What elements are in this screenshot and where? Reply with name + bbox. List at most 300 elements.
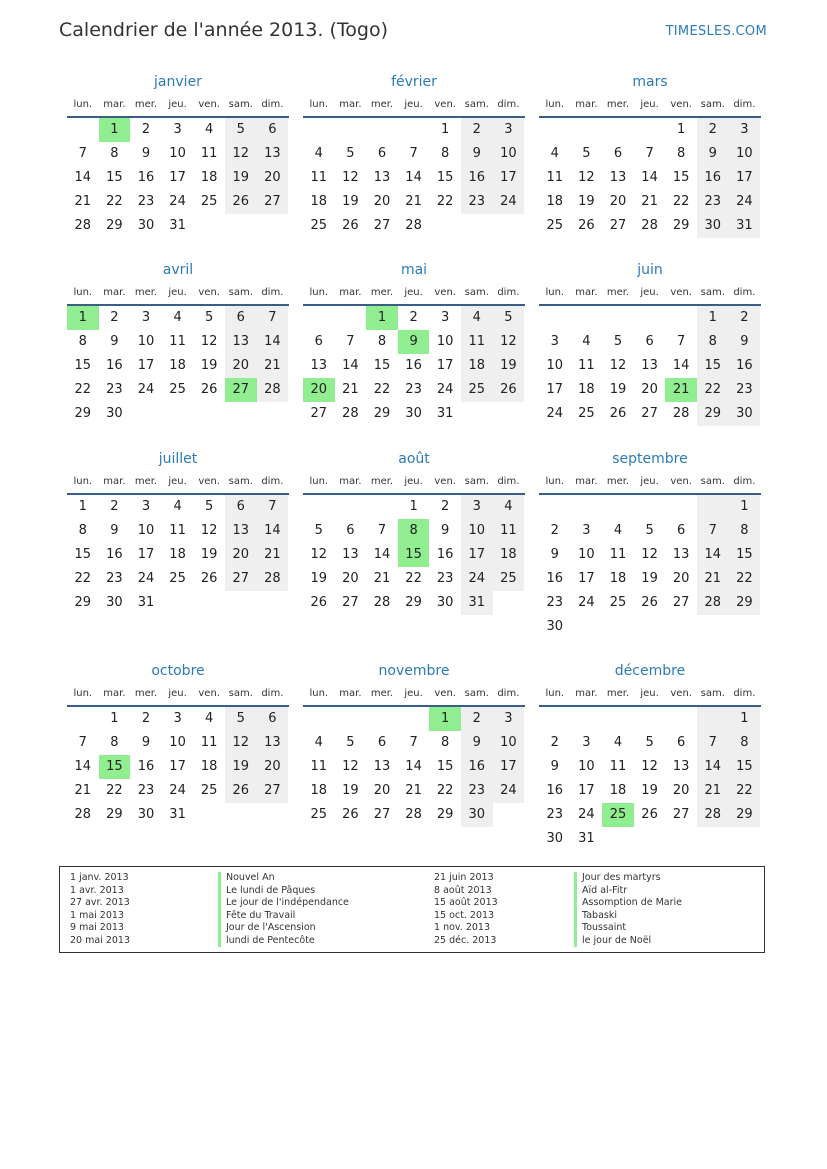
day-cell: 25 xyxy=(461,378,493,402)
day-cell: 29 xyxy=(405,595,422,610)
weekday-label: mar. xyxy=(575,99,598,110)
week-row xyxy=(303,378,525,402)
day-cell: 4 xyxy=(550,146,559,161)
day-cell: 17 xyxy=(436,358,454,373)
empty-cell xyxy=(697,615,729,639)
week-row xyxy=(539,402,761,426)
empty-cell xyxy=(225,214,257,238)
weekday-header xyxy=(67,471,289,493)
week-row xyxy=(303,306,525,330)
day-cell: 12 xyxy=(342,759,359,774)
day-cell: 13 xyxy=(609,170,627,185)
empty-cell xyxy=(257,402,289,426)
day-cell: 24 xyxy=(493,190,525,214)
day-cell: 11 xyxy=(609,759,627,774)
weekday-label: lun. xyxy=(73,476,93,487)
day-cell: 10 xyxy=(729,142,761,166)
day-cell: 2 xyxy=(550,523,559,538)
day-cell: 11 xyxy=(200,146,218,161)
day-cell: 13 xyxy=(373,170,391,185)
empty-cell xyxy=(602,306,634,330)
holiday-date: 15 août 2013 xyxy=(434,897,498,908)
day-cell: 24 xyxy=(546,406,564,421)
day-cell: 8 xyxy=(729,519,761,543)
empty-cell xyxy=(602,495,634,519)
weekday-label: jeu. xyxy=(640,99,659,110)
empty-cell xyxy=(665,827,697,851)
day-cell: 13 xyxy=(641,358,658,373)
day-cell: 9 xyxy=(461,142,493,166)
day-cell: 22 xyxy=(436,194,454,209)
week-row xyxy=(67,402,289,426)
week-row xyxy=(67,166,289,190)
week-row xyxy=(539,166,761,190)
day-cell: 7 xyxy=(257,495,289,519)
day-cell: 6 xyxy=(257,118,289,142)
week-row xyxy=(539,519,761,543)
holiday-name: Nouvel An xyxy=(218,872,349,885)
weekday-label: mar. xyxy=(103,476,126,487)
day-cell: 19 xyxy=(493,354,525,378)
weekday-label: lun. xyxy=(309,287,329,298)
day-cell: 13 xyxy=(225,519,257,543)
empty-cell xyxy=(225,402,257,426)
day-cell: 29 xyxy=(729,591,761,615)
weekday-label: sam. xyxy=(228,287,253,298)
day-cell: 21 xyxy=(74,783,92,798)
day-cell: 8 xyxy=(78,334,87,349)
month-name: janvier xyxy=(154,74,202,90)
day-cell: 2 xyxy=(729,306,761,330)
month-name: août xyxy=(398,451,430,467)
day-cell: 21 xyxy=(665,378,697,402)
empty-cell xyxy=(225,803,257,827)
day-cell: 25 xyxy=(546,218,564,233)
day-cell: 30 xyxy=(106,406,123,421)
day-cell: 22 xyxy=(436,783,454,798)
day-cell: 1 xyxy=(78,499,87,514)
day-cell: 15 xyxy=(729,543,761,567)
day-cell: 21 xyxy=(342,382,359,397)
day-cell: 25 xyxy=(200,783,218,798)
holiday-name: lundi de Pentecôte xyxy=(218,935,349,948)
week-row xyxy=(303,330,525,354)
day-cell: 25 xyxy=(200,194,218,209)
day-cell: 14 xyxy=(697,543,729,567)
legend-dates-right xyxy=(434,872,498,947)
day-cell: 30 xyxy=(137,218,155,233)
weekday-label: dim. xyxy=(261,476,284,487)
day-cell: 12 xyxy=(200,334,218,349)
day-cell: 16 xyxy=(729,354,761,378)
empty-cell xyxy=(493,402,525,426)
day-cell: 2 xyxy=(461,707,493,731)
day-cell: 19 xyxy=(225,755,257,779)
day-cell: 24 xyxy=(169,194,186,209)
day-cell: 1 xyxy=(429,707,461,731)
weekday-label: sam. xyxy=(700,476,725,487)
week-row xyxy=(67,779,289,803)
day-cell: 12 xyxy=(200,523,218,538)
day-cell: 23 xyxy=(461,190,493,214)
week-row xyxy=(67,591,289,615)
week-row xyxy=(303,591,525,615)
day-cell: 27 xyxy=(672,595,690,610)
day-cell: 10 xyxy=(546,358,564,373)
holiday-date: 9 mai 2013 xyxy=(70,922,124,933)
day-cell: 23 xyxy=(546,807,564,822)
week-row xyxy=(303,779,525,803)
week-row xyxy=(67,190,289,214)
week-row xyxy=(303,190,525,214)
day-cell: 5 xyxy=(205,310,214,325)
day-cell: 20 xyxy=(225,354,257,378)
empty-cell xyxy=(193,402,225,426)
month-3 xyxy=(539,70,761,238)
day-cell: 3 xyxy=(729,118,761,142)
day-cell: 16 xyxy=(405,358,422,373)
empty-cell xyxy=(193,803,225,827)
week-row xyxy=(539,306,761,330)
weekday-header xyxy=(303,94,525,116)
day-cell: 28 xyxy=(74,807,92,822)
day-cell: 24 xyxy=(137,571,155,586)
day-cell: 15 xyxy=(697,354,729,378)
day-cell: 17 xyxy=(578,571,595,586)
day-cell: 4 xyxy=(613,523,623,538)
day-cell: 9 xyxy=(729,330,761,354)
week-row xyxy=(67,214,289,238)
weekday-label: jeu. xyxy=(168,476,187,487)
week-row xyxy=(539,142,761,166)
day-cell: 4 xyxy=(582,334,591,349)
day-cell: 18 xyxy=(200,170,218,185)
week-row xyxy=(303,731,525,755)
day-cell: 29 xyxy=(106,807,123,822)
day-cell: 30 xyxy=(137,807,155,822)
day-cell: 26 xyxy=(200,382,218,397)
day-cell: 11 xyxy=(609,547,627,562)
day-cell: 27 xyxy=(672,807,690,822)
weekday-label: lun. xyxy=(73,688,93,699)
week-row xyxy=(67,330,289,354)
week-row xyxy=(303,118,525,142)
day-cell: 5 xyxy=(613,334,623,349)
weekday-label: mer. xyxy=(134,476,158,487)
day-cell: 29 xyxy=(106,218,123,233)
weekday-label: mar. xyxy=(575,476,598,487)
day-cell: 7 xyxy=(346,334,355,349)
day-cell: 19 xyxy=(225,166,257,190)
day-cell: 15 xyxy=(74,358,92,373)
empty-cell xyxy=(634,827,666,851)
month-11 xyxy=(303,659,525,827)
weekday-label: sam. xyxy=(700,99,725,110)
empty-cell xyxy=(303,306,335,330)
day-cell: 22 xyxy=(672,194,690,209)
day-cell: 8 xyxy=(78,523,87,538)
day-cell: 5 xyxy=(314,523,323,538)
weekday-label: lun. xyxy=(309,688,329,699)
legend-dates-left xyxy=(70,872,130,947)
weekday-label: dim. xyxy=(733,688,756,699)
day-cell: 11 xyxy=(310,170,328,185)
day-cell: 24 xyxy=(461,567,493,591)
day-cell: 28 xyxy=(74,218,92,233)
weekday-label: dim. xyxy=(261,99,284,110)
empty-cell xyxy=(539,707,571,731)
day-cell: 15 xyxy=(436,170,454,185)
day-cell: 23 xyxy=(137,783,155,798)
day-cell: 6 xyxy=(377,146,387,161)
weekday-label: ven. xyxy=(198,476,220,487)
day-cell: 31 xyxy=(436,406,454,421)
weekday-label: dim. xyxy=(497,287,520,298)
day-cell: 26 xyxy=(493,378,525,402)
empty-cell xyxy=(398,118,430,142)
holiday-date: 15 oct. 2013 xyxy=(434,909,495,921)
day-cell: 30 xyxy=(729,402,761,426)
empty-cell xyxy=(602,118,634,142)
day-cell: 29 xyxy=(74,406,92,421)
weekday-header xyxy=(303,282,525,304)
empty-cell xyxy=(335,495,367,519)
day-cell: 11 xyxy=(493,519,525,543)
week-row xyxy=(539,827,761,851)
week-row xyxy=(303,402,525,426)
day-cell: 8 xyxy=(441,735,450,750)
weekday-label: mar. xyxy=(575,688,598,699)
day-cell: 4 xyxy=(205,122,214,137)
day-cell: 2 xyxy=(110,499,119,514)
day-cell: 19 xyxy=(342,194,359,209)
day-cell: 23 xyxy=(546,595,564,610)
legend-names-right xyxy=(574,872,682,947)
day-cell: 15 xyxy=(99,755,131,779)
week-row xyxy=(539,803,761,827)
day-cell: 27 xyxy=(641,406,658,421)
day-cell: 30 xyxy=(461,803,493,827)
day-cell: 10 xyxy=(578,759,595,774)
day-cell: 17 xyxy=(461,543,493,567)
week-row xyxy=(539,214,761,238)
day-cell: 30 xyxy=(546,619,564,634)
day-cell: 31 xyxy=(137,595,155,610)
empty-cell xyxy=(429,214,461,238)
week-row xyxy=(67,495,289,519)
empty-cell xyxy=(634,306,666,330)
weekday-label: ven. xyxy=(198,287,220,298)
day-cell: 28 xyxy=(257,567,289,591)
day-cell: 3 xyxy=(550,334,559,349)
weekday-label: mer. xyxy=(606,476,630,487)
weekday-label: lun. xyxy=(73,99,93,110)
empty-cell xyxy=(571,306,603,330)
day-cell: 30 xyxy=(436,595,454,610)
empty-cell xyxy=(225,591,257,615)
month-4 xyxy=(67,258,289,426)
day-cell: 25 xyxy=(310,807,328,822)
empty-cell xyxy=(366,118,398,142)
weekday-label: jeu. xyxy=(640,287,659,298)
holiday-date: 1 nov. 2013 xyxy=(434,922,490,933)
day-cell: 2 xyxy=(141,122,151,137)
day-cell: 1 xyxy=(366,306,398,330)
weekday-label: mer. xyxy=(606,287,630,298)
day-cell: 17 xyxy=(493,166,525,190)
day-cell: 10 xyxy=(436,334,454,349)
weekday-label: mer. xyxy=(134,688,158,699)
empty-cell xyxy=(634,707,666,731)
day-cell: 16 xyxy=(461,755,493,779)
day-cell: 6 xyxy=(257,707,289,731)
day-cell: 15 xyxy=(672,170,690,185)
day-cell: 6 xyxy=(225,495,257,519)
day-cell: 14 xyxy=(342,358,359,373)
day-cell: 12 xyxy=(225,142,257,166)
week-row xyxy=(303,567,525,591)
empty-cell xyxy=(193,214,225,238)
day-cell: 28 xyxy=(641,218,658,233)
day-cell: 3 xyxy=(141,499,151,514)
weekday-label: dim. xyxy=(497,99,520,110)
day-cell: 28 xyxy=(405,807,422,822)
day-cell: 28 xyxy=(405,218,422,233)
weekday-header xyxy=(539,282,761,304)
weekday-label: mar. xyxy=(103,287,126,298)
day-cell: 15 xyxy=(729,755,761,779)
empty-cell xyxy=(634,615,666,639)
day-cell: 27 xyxy=(225,378,257,402)
holiday-date: 20 mai 2013 xyxy=(70,934,131,946)
day-cell: 1 xyxy=(441,122,450,137)
week-row xyxy=(67,118,289,142)
day-cell: 17 xyxy=(169,759,186,774)
day-cell: 15 xyxy=(106,170,123,185)
day-cell: 11 xyxy=(169,523,186,538)
day-cell: 12 xyxy=(493,330,525,354)
day-cell: 19 xyxy=(578,194,595,209)
weekday-label: sam. xyxy=(228,99,253,110)
empty-cell xyxy=(493,214,525,238)
week-row xyxy=(539,707,761,731)
weekday-label: mar. xyxy=(339,476,362,487)
day-cell: 2 xyxy=(697,118,729,142)
day-cell: 6 xyxy=(377,735,387,750)
day-cell: 10 xyxy=(169,146,186,161)
day-cell: 12 xyxy=(609,358,627,373)
empty-cell xyxy=(571,615,603,639)
week-row xyxy=(539,190,761,214)
day-cell: 31 xyxy=(169,807,186,822)
day-cell: 12 xyxy=(641,759,658,774)
day-cell: 13 xyxy=(257,731,289,755)
day-cell: 27 xyxy=(609,218,627,233)
empty-cell xyxy=(602,707,634,731)
day-cell: 10 xyxy=(137,523,155,538)
holiday-name: Fête du Travail xyxy=(218,910,349,923)
holiday-name: Le lundi de Pâques xyxy=(218,885,349,898)
week-row xyxy=(539,354,761,378)
weekday-label: jeu. xyxy=(404,688,423,699)
week-row xyxy=(539,755,761,779)
week-row xyxy=(67,803,289,827)
day-cell: 19 xyxy=(310,571,328,586)
day-cell: 31 xyxy=(729,214,761,238)
day-cell: 13 xyxy=(342,547,359,562)
day-cell: 12 xyxy=(310,547,328,562)
day-cell: 11 xyxy=(546,170,564,185)
day-cell: 11 xyxy=(310,759,328,774)
day-cell: 16 xyxy=(546,571,564,586)
day-cell: 21 xyxy=(405,194,422,209)
day-cell: 21 xyxy=(405,783,422,798)
day-cell: 15 xyxy=(398,543,430,567)
empty-cell xyxy=(257,803,289,827)
holiday-name: Assomption de Marie xyxy=(574,897,682,910)
day-cell: 8 xyxy=(398,519,430,543)
month-name: juin xyxy=(637,262,663,278)
day-cell: 2 xyxy=(141,711,151,726)
day-cell: 9 xyxy=(110,334,119,349)
month-name: septembre xyxy=(612,451,688,467)
day-cell: 29 xyxy=(436,807,454,822)
month-name: octobre xyxy=(151,663,205,679)
month-name: mars xyxy=(632,74,668,90)
day-cell: 13 xyxy=(672,547,690,562)
weekday-header xyxy=(67,94,289,116)
day-cell: 7 xyxy=(78,735,87,750)
day-cell: 17 xyxy=(137,547,155,562)
day-cell: 4 xyxy=(314,735,323,750)
day-cell: 26 xyxy=(225,779,257,803)
day-cell: 24 xyxy=(578,595,595,610)
site-link[interactable]: TIMESLES.COM xyxy=(665,24,767,39)
day-cell: 26 xyxy=(200,571,218,586)
weekday-label: sam. xyxy=(464,99,489,110)
month-9 xyxy=(539,447,761,639)
day-cell: 14 xyxy=(697,755,729,779)
day-cell: 22 xyxy=(405,571,422,586)
month-8 xyxy=(303,447,525,615)
day-cell: 2 xyxy=(409,310,418,325)
empty-cell xyxy=(571,118,603,142)
day-cell: 27 xyxy=(373,807,391,822)
day-cell: 7 xyxy=(409,735,418,750)
day-cell: 28 xyxy=(342,406,359,421)
day-cell: 9 xyxy=(141,735,151,750)
day-cell: 27 xyxy=(257,190,289,214)
empty-cell xyxy=(665,707,697,731)
day-cell: 5 xyxy=(346,735,355,750)
day-cell: 10 xyxy=(169,735,186,750)
day-cell: 5 xyxy=(225,707,257,731)
day-cell: 19 xyxy=(641,571,658,586)
day-cell: 11 xyxy=(200,735,218,750)
day-cell: 9 xyxy=(550,547,559,562)
weekday-label: mar. xyxy=(339,287,362,298)
day-cell: 7 xyxy=(697,731,729,755)
week-row xyxy=(539,615,761,639)
day-cell: 21 xyxy=(373,571,391,586)
day-cell: 29 xyxy=(74,595,92,610)
day-cell: 20 xyxy=(257,755,289,779)
day-cell: 27 xyxy=(225,567,257,591)
empty-cell xyxy=(493,591,525,615)
day-cell: 14 xyxy=(672,358,690,373)
day-cell: 16 xyxy=(106,358,123,373)
day-cell: 12 xyxy=(225,731,257,755)
